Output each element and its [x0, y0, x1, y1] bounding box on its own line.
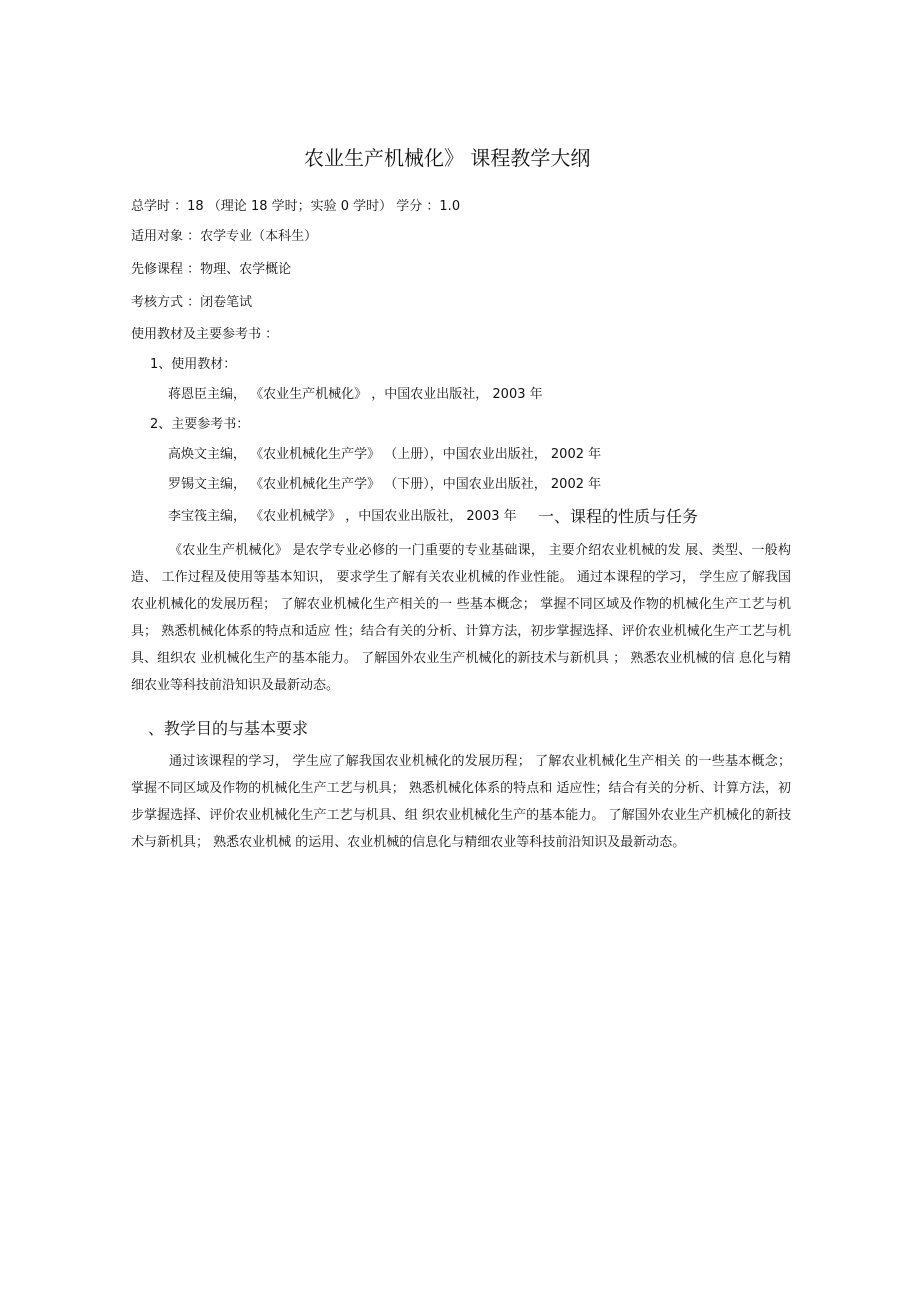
section-2-body: 通过该课程的学习， 学生应了解我国农业机械化的发展历程； 了解农业机械化生产相关 的一些基本概念； 掌握不同区域及作物的机械化生产工艺与机具； 熟悉机械化体系的特点和 适应性；结合有关的分析、计算方法，初步掌握选择、评价农业机械化生产工艺与机具、组 织农业机械化生产的基本能力。 了解国外农业生产机械化的新技术与新机具； 熟悉农业机械 的运用、农业机械的信息化与精细农业等科技前沿知识及最新动态。 [131, 754, 791, 850]
section-1-body: 《农业生产机械化》 是农学专业必修的一门重要的专业基础课， 主要介绍农业机械的发 展、类型、一般构造、 工作过程及使用等基本知识， 要求学生了解有关农业机械的作业性能。 通过本课程的学习， 学生应了解我国农业机械化的发展历程； 了解农业机械化生产相关的一 些基本概念； 掌握不同区域及作物的机械化生产工艺与机具； 熟悉机械化体系的特点和适应 性；结合有关的分析、计算方法，初步掌握选择、评价农业机械化生产工艺与机具、组织农 业机械化生产的基本能力。 了解国外农业生产机械化的新技术与新机具 ； 熟悉农业机械的信 息化与精细农业等科技前沿知识及最新动态。 [131, 543, 791, 693]
reference-item: 罗锡文主编， 《农业机械化生产学》 （下册），中国农业出版社， 2002 年 [168, 477, 602, 492]
textbook-item: 蒋恩臣主编， 《农业生产机械化》 ，中国农业出版社， 2003 年 [168, 387, 543, 402]
books-heading: 使用教材及主要参考书 ： [131, 327, 279, 342]
textbook-heading: 1、使用教材： [150, 357, 237, 372]
assessment-method: 考核方式 ：闭卷笔试 [131, 295, 253, 310]
prerequisites: 先修课程 ：物理、农学概论 [131, 262, 292, 277]
reference-item: 高焕文主编， 《农业机械化生产学》 （上册），中国农业出版社， 2002 年 [168, 447, 602, 462]
section-2-heading: 、教学目的与基本要求 [148, 719, 309, 738]
reference-item: 李宝筏主编， 《农业机械学》 ，中国农业出版社， 2003 年 [168, 509, 517, 524]
section-1-heading: 一、课程的性质与任务 [538, 507, 699, 526]
references-heading: 2、主要参考书： [150, 417, 250, 432]
target-audience: 适用对象 ：农学专业（本科生） [131, 229, 318, 244]
credit-hours: 总学时 ：18 （理论 18 学时；实验 0 学时） 学分 ：1.0 [131, 199, 461, 214]
page-title: 农业生产机械化》 课程教学大纲 [304, 146, 591, 170]
